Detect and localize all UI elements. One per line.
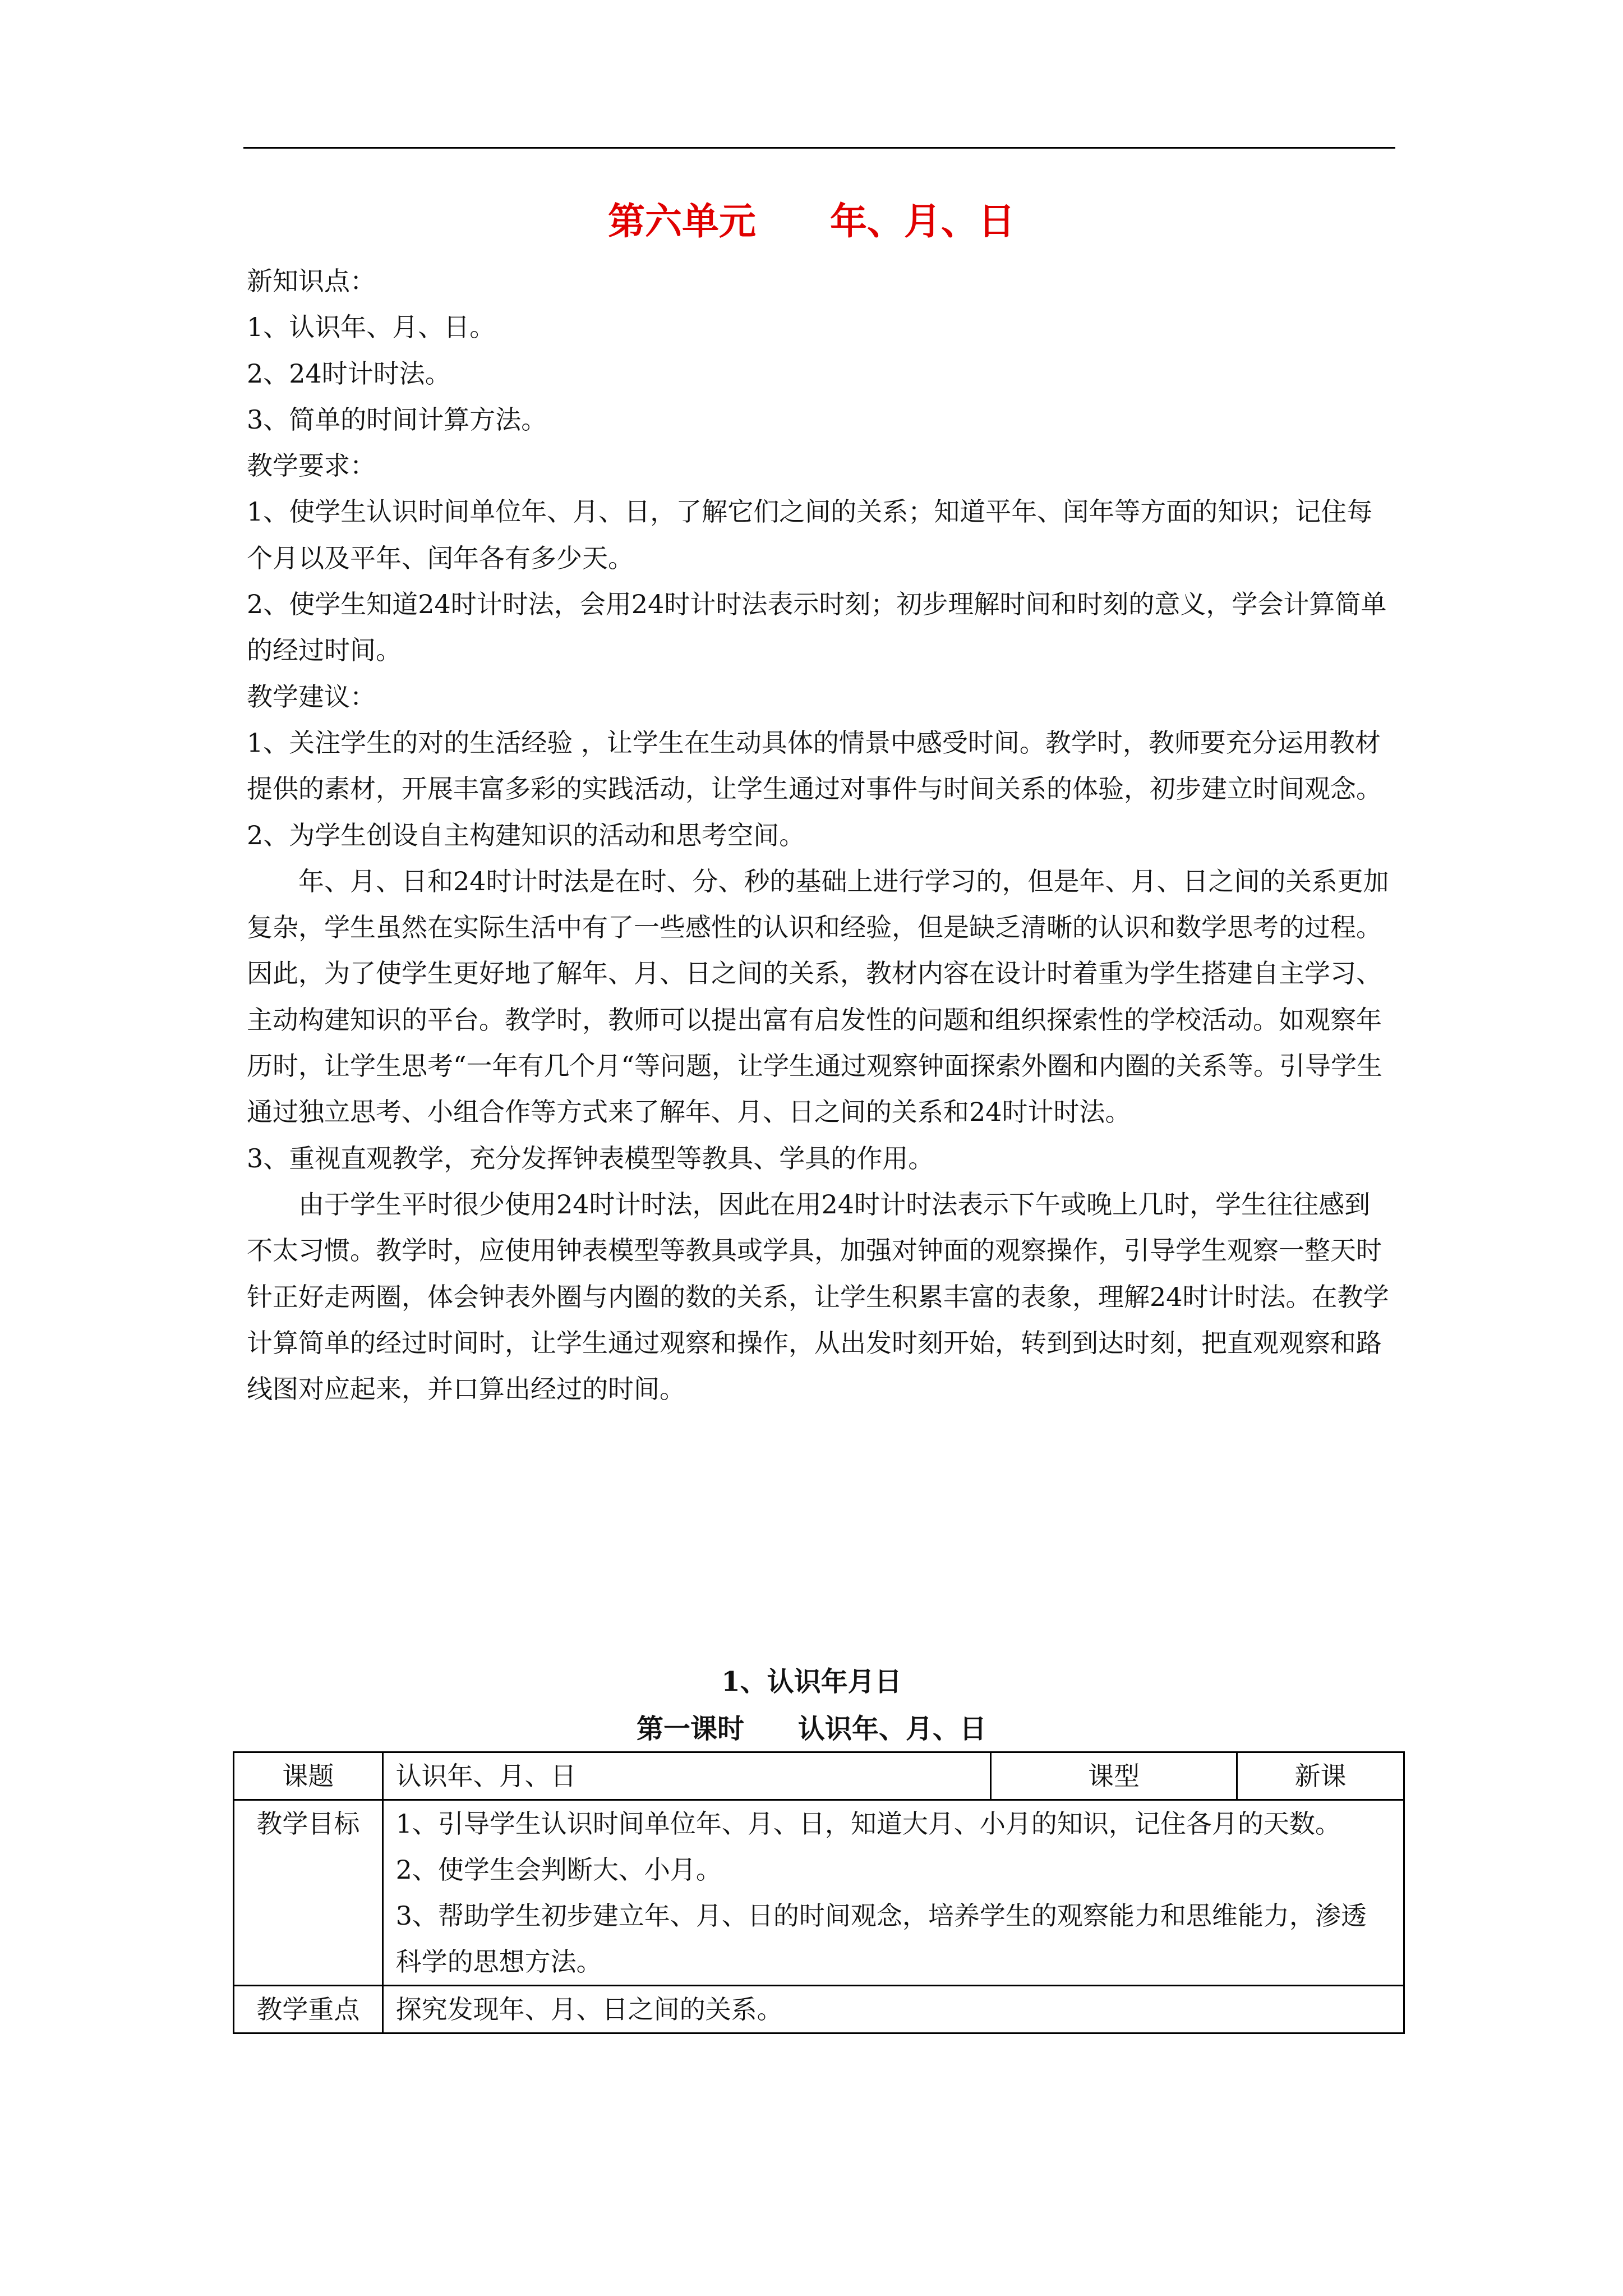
section-title: 1、认识年月日 <box>721 1666 902 1697</box>
knowledge-item: 2、24时计时法。 <box>247 358 451 389</box>
lesson-plan-table <box>233 1751 1405 2034</box>
knowledge-item: 3、简单的时间计算方法。 <box>247 404 547 435</box>
suggestion-paragraph: 年、月、日和24时计时法是在时、分、秒的基础上进行学习的，但是年、月、日之间的关系更加复杂，学生虽然在实际生活中有了一些感性的认识和经验，但是缺乏清晰的认识和数学思考的过程。因此，为了使学生更好地了解年、月、日之间的关系，教材内容在设计时着重为学生搭建自主学习、主动构建知识的平台。教学时，教师可以提出富有启发性的问题和组织探索性的学校活动。如观察年历时，让学生思考“一年有几个月“等问题，让学生通过观察钟面探索外圈和内圈的关系等。引导学生通过独立思考、小组合作等方式来了解年、月、日之间的关系和24时计时法。 <box>247 866 1389 1128</box>
type-label: 课型 <box>990 1752 1237 1800</box>
topic-value: 认识年、月、日 <box>382 1752 990 1800</box>
requirements-heading: 教学要求： <box>247 450 376 481</box>
table-row <box>234 1800 1404 1986</box>
knowledge-item: 1、认识年、月、日。 <box>247 312 496 343</box>
requirement-item: 2、使学生知道24时计时法，会用24时计时法表示时刻；初步理解时间和时刻的意义，学会计算简单的经过时间。 <box>247 589 1387 666</box>
goals-cell <box>382 1800 1404 1986</box>
goal-item: 1、引导学生认识时间单位年、月、日，知道大月、小月的知识，记住各月的天数。 <box>395 1809 1341 1839</box>
focus-label: 教学重点 <box>234 1986 383 2033</box>
topic-label: 课题 <box>234 1752 383 1800</box>
goal-item: 2、使学生会判断大、小月。 <box>395 1855 722 1885</box>
goals-label: 教学目标 <box>234 1800 383 1986</box>
suggestion-item: 2、为学生创设自主构建知识的活动和思考空间。 <box>247 820 805 850</box>
intro-body <box>247 258 1391 1412</box>
type-value: 新课 <box>1237 1752 1404 1800</box>
header-rule <box>243 147 1395 149</box>
suggestions-heading: 教学建议： <box>247 681 376 712</box>
goal-item: 3、帮助学生初步建立年、月、日的时间观念，培养学生的观察能力和思维能力，渗透科学的思想方法。 <box>395 1901 1367 1977</box>
suggestion-item: 1、关注学生的对的生活经验 ，让学生在生动具体的情景中感受时间。教学时，教师要充分运用教材提供的素材，开展丰富多彩的实践活动，让学生通过对事件与时间关系的体验，初步建立时间观念。 <box>247 727 1382 804</box>
knowledge-heading: 新知识点： <box>247 266 376 296</box>
unit-title: 第六单元 年、月、日 <box>608 199 1015 243</box>
lesson-title: 第一课时 认识年、月、日 <box>636 1713 986 1745</box>
requirement-item: 1、使学生认识时间单位年、月、日，了解它们之间的关系；知道平年、闰年等方面的知识；记住每个月以及平年、闰年各有多少天。 <box>247 496 1373 573</box>
focus-value: 探究发现年、月、日之间的关系。 <box>382 1986 1404 2033</box>
suggestion-paragraph: 由于学生平时很少使用24时计时法，因此在用24时计时法表示下午或晚上几时，学生往往感到不太习惯。教学时，应使用钟表模型等教具或学具，加强对钟面的观察操作，引导学生观察一整天时针正好走两圈，体会钟表外圈与内圈的数的关系，让学生积累丰富的表象，理解24时计时法。在教学计算简单的经过时间时，让学生通过观察和操作，从出发时刻开始，转到到达时刻，把直观观察和路线图对应起来，并口算出经过的时间。 <box>247 1189 1389 1405</box>
table-row <box>234 1752 1404 1800</box>
suggestion-item: 3、重视直观教学，充分发挥钟表模型等教具、学具的作用。 <box>247 1143 934 1174</box>
table-row <box>234 1986 1404 2033</box>
